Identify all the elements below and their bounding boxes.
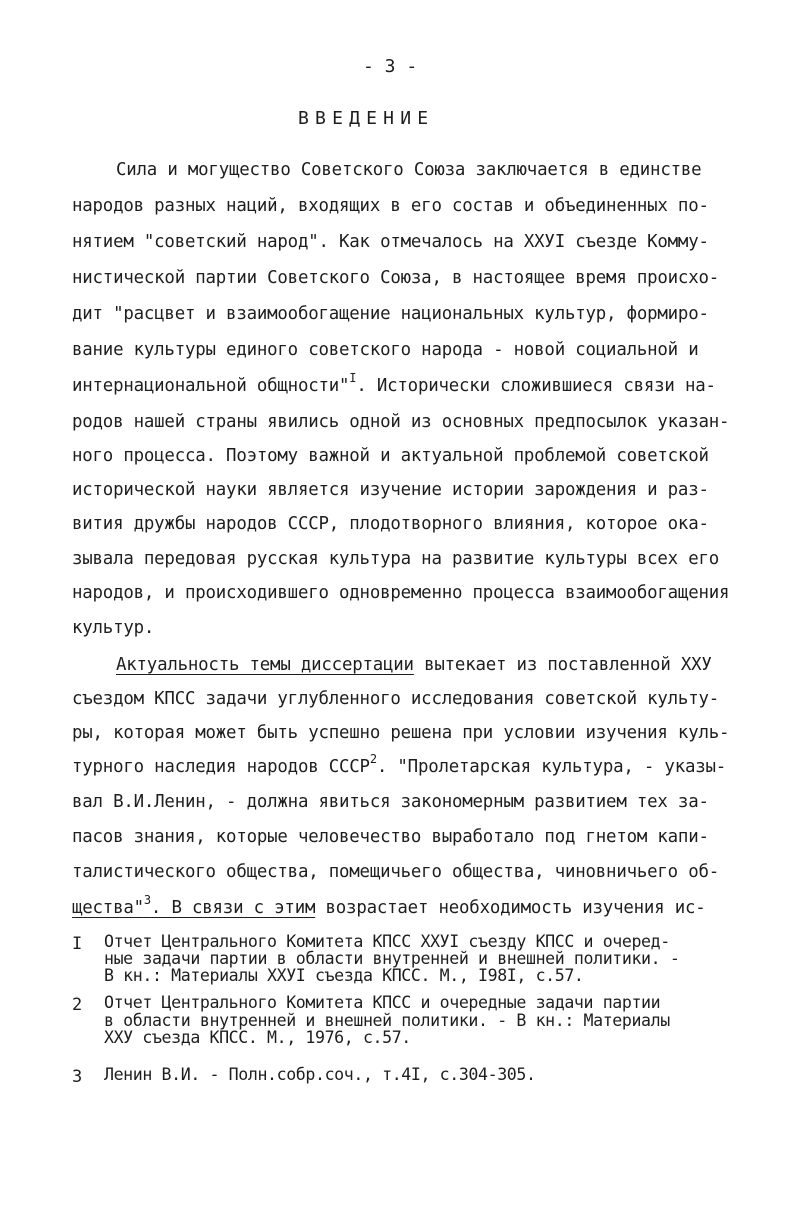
footnote-line: В кн.: Материалы ХХУI съезда КПСС. М., I98I, с.57. (104, 966, 584, 985)
footnote-line: Отчет Центрального Комитета КПСС и очередные задачи партии (104, 993, 661, 1012)
text-run: . Исторически сложившиеся связи на- (356, 376, 716, 396)
text-line: ного процесса. Поэтому важной и актуальной проблемой советской (72, 446, 709, 466)
text-line (72, 752, 727, 777)
text-line: исторической науки является изучение истории зарождения и раз- (72, 480, 709, 500)
text-line: съездом КПСС задачи углубленного исследования советской культу- (72, 689, 720, 709)
text-run: возрастает необходимость изучения ис- (315, 898, 706, 918)
text-line: вание культуры единого советского народа - новой социальной и (72, 340, 699, 360)
text-line: культур. (72, 618, 155, 638)
text-line (72, 893, 706, 918)
text-run: интернациональной общности" (72, 376, 350, 396)
footnote-number: 3 (72, 1067, 83, 1087)
text-run: . В связи с этим (150, 898, 316, 918)
footnote-line: ные задачи партии в области внутренней и внешней политики. - (104, 949, 680, 968)
underlined-phrase: Актуальность темы диссертации (116, 655, 414, 675)
footnote-reference: 2 (369, 752, 377, 767)
text-line: Сила и могущество Советского Союза заключается в единстве (116, 160, 702, 180)
page-number: - 3 - (363, 56, 418, 77)
text-line: вал В.И.Ленин, - должна явиться закономерным развитием тех за- (72, 792, 709, 812)
text-line: вития дружбы народов СССР, плодотворного влияния, которое ока- (72, 514, 709, 534)
text-line: пасов знания, которые человечество выработало под гнетом капи- (72, 827, 709, 847)
text-line: дит "расцвет и взаимообогащение национальных культур, формиро- (72, 304, 709, 324)
text-run: вытекает из поставленной ХХУ (413, 655, 712, 675)
footnote-reference: 3 (143, 893, 151, 908)
text-line: родов нашей страны явились одной из основных предпосылок указан- (72, 412, 730, 432)
footnote-line: в области внутренней и внешней политики. - В кн.: Материалы (104, 1011, 670, 1030)
text-line: зывала передовая русская культура на развитие культуры всех его (72, 549, 720, 569)
text-line: народов, и происходившего одновременно процесса взаимообогащения (72, 583, 730, 603)
text-line: нятием "советский народ". Как отмечалось на ХХУI съезде Комму- (72, 232, 709, 252)
footnote-number: I (72, 934, 83, 954)
text-line: народов разных наций, входящих в его состав и объединенных по- (72, 196, 709, 216)
text-line: ры, которая может быть успешно решена при условии изучения куль- (72, 723, 730, 743)
text-line (116, 657, 712, 674)
footnote-reference: I (349, 371, 357, 386)
footnote-line: Отчет Центрального Комитета КПСС ХХУI съезду КПСС и очеред- (104, 932, 670, 951)
text-line (72, 371, 716, 396)
text-line: нистической партии Советского Союза, в настоящее время происхо- (72, 268, 720, 288)
footnote-line: Ленин В.И. - Полн.собр.соч., т.4I, с.304-305. (104, 1065, 536, 1084)
text-run: щества" (72, 898, 144, 918)
footnote-number: 2 (72, 995, 83, 1015)
footnote-line: ХХУ съезда КПСС. М., 1976, с.57. (104, 1028, 411, 1047)
underlined-phrase (72, 893, 316, 918)
page-title: ВВЕДЕНИЕ (298, 108, 435, 129)
text-line: талистического общества, помещичьего общества, чиновничьего об- (72, 862, 720, 882)
text-run: . "Пролетарская культура, - указы- (376, 757, 727, 777)
text-run: турного наследия народов СССР (72, 757, 370, 777)
